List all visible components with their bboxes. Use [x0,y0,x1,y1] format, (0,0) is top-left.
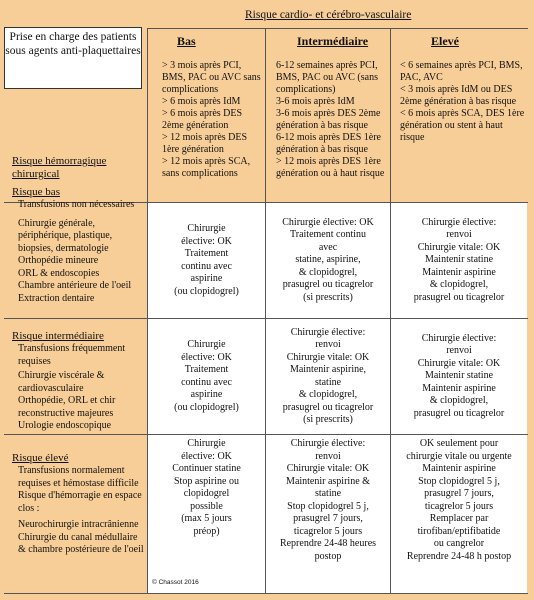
row-head: Risque élevé [12,452,69,464]
col-line: 6-12 mois après DES 1ère génération à bas risque [276,132,381,155]
cell-r2c1 [148,319,265,434]
row-item: Extraction dentaire [18,292,95,304]
col-line: > 12 mois après DES 1ère génération [162,132,248,155]
col-line: > 12 mois après DES 1ère génération ou à haut risque [276,156,385,179]
title-box [4,27,142,89]
row-item: Chirurgie du canal médullaire & chambre postérieure de l'oeil [18,531,144,555]
col-line: > 6 mois après IdM [162,96,241,107]
col-line: > 3 mois après PCI, BMS, PAC ou AVC sans complications [162,60,261,95]
row-item: Orthopédie, ORL et chir reconstructive majeures [18,395,116,419]
grid-line [147,28,528,29]
col-line: 3-6 mois après IdM [276,96,355,107]
col-line: 6-12 semaines après PCI, BMS, PAC ou AVC (sans complications) [276,60,378,95]
grid-line [4,593,528,594]
col-head-intermediaire: Intermédiaire [297,34,369,48]
row-item: Chirurgie générale, périphérique, plastique, biopsies, dermatologie [18,217,113,254]
col-head-eleve: Elevé [431,34,459,48]
cell-r2c3 [391,319,527,434]
cell-text: Chirurgie élective: OK Traitement continu avec aspirine (ou clopidogrel) [174,223,239,297]
col-line: 3-6 mois après DES 2ème génération à bas risque [276,108,381,131]
row-item: Orthopédie mineure [18,255,99,266]
col-line: > 12 mois après SCA, sans complications [162,156,251,179]
row-label-eleve [12,452,146,557]
row-item: Urologie endoscopique [18,420,112,431]
cell-text: Chirurgie élective: renvoi Chirurgie vitale: OK Maintenir aspirine, statine & clopidogrel, prasugrel ou ticagrelor (si prescrits) [282,326,374,425]
col-body-bas [162,60,264,180]
cell-r1c1 [148,203,265,318]
row-sub: Transfusions fréquemment requises [18,343,126,367]
row-sub: Transfusions normalement requises et hémostase difficile [18,465,139,489]
title-box-text: Prise en charge des patients sous agents anti-plaquettaires [5,31,141,57]
row-item: ORL & endoscopies [18,267,100,279]
row-sub-2: Risque d'hémorragie en espace clos : [18,490,142,514]
cell-r3c2 [266,438,390,588]
cell-r1c3 [391,203,527,318]
col-line: < 6 semaines après PCI, BMS, PAC, AVC [400,60,523,83]
col-line: < 3 mois après IdM ou DES 2ème génération à bas risque [400,84,517,107]
cell-text: Chirurgie élective: OK Traitement continu avec statine, aspirine, & clopidogrel, prasugrel ou ticagrelor (si prescrits) [282,216,374,303]
row-item: Chirurgie viscérale & cardiovasculaire [18,370,105,394]
col-body-intermediaire [276,60,388,180]
cell-text: Chirurgie élective: renvoi Chirurgie vitale: OK Maintenir aspirine & statine Stop clopidogrel 5 j, prasugrel 7 jours, ticagrelor 5 jours Reprendre 24-48 heures postop [279,438,377,562]
row-label-intermediaire [12,330,146,433]
risk-heading [12,155,142,181]
col-head-bas: Bas [177,34,196,48]
cell-text: Chirurgie élective: OK Continuer statine Stop aspirine ou clopidogrel possible (max 5 jours préop) [172,438,241,537]
col-body-eleve [400,60,526,144]
col-line: < 6 mois après SCA, DES 1ère génération ou stent à haut risque [400,108,525,143]
col-line: > 6 mois après DES 2ème génération [162,108,243,131]
row-head: Risque bas [12,186,60,198]
cell-text: Chirurgie élective: renvoi Chirurgie vitale: OK Maintenir statine Maintenir aspirine & clopidogrel, prasugrel ou ticagrelor [413,332,505,419]
risk-heading-text: Risque hémorragique chirurgical [12,155,107,180]
cell-text: OK seulement pour chirurgie vitale ou urgente Maintenir aspirine Stop clopidogrel 5 j, prasugrel 7 jours, ticagrelor 5 jours Remplacer par tirofiban/eptifibatide ou cangrelor Reprendre 24-48 h postop [406,438,512,562]
cell-r3c1 [148,438,265,578]
main-title: Risque cardio- et cérébro-vasculaire [245,9,412,21]
row-item: Chambre antérieure de l'oeil [18,280,132,291]
cell-text: Chirurgie élective: renvoi Chirurgie vitale: OK Maintenir statine Maintenir aspirine & clopidogrel, prasugrel ou ticagrelor [413,216,505,303]
row-head: Risque intermédiaire [12,330,104,342]
cell-r3c3 [391,438,527,588]
cell-text: Chirurgie élective: OK Traitement continu avec aspirine (ou clopidogrel) [174,339,239,413]
copyright-credit: © Chassot 2016 [152,579,199,586]
grid-line [4,434,528,435]
row-item: Neurochirurgie intracrânienne [18,519,139,530]
cell-r2c2 [266,319,390,434]
row-sub: Transfusions non nécessaires [18,199,135,210]
row-label-bas [12,186,146,305]
cell-r1c2 [266,203,390,318]
